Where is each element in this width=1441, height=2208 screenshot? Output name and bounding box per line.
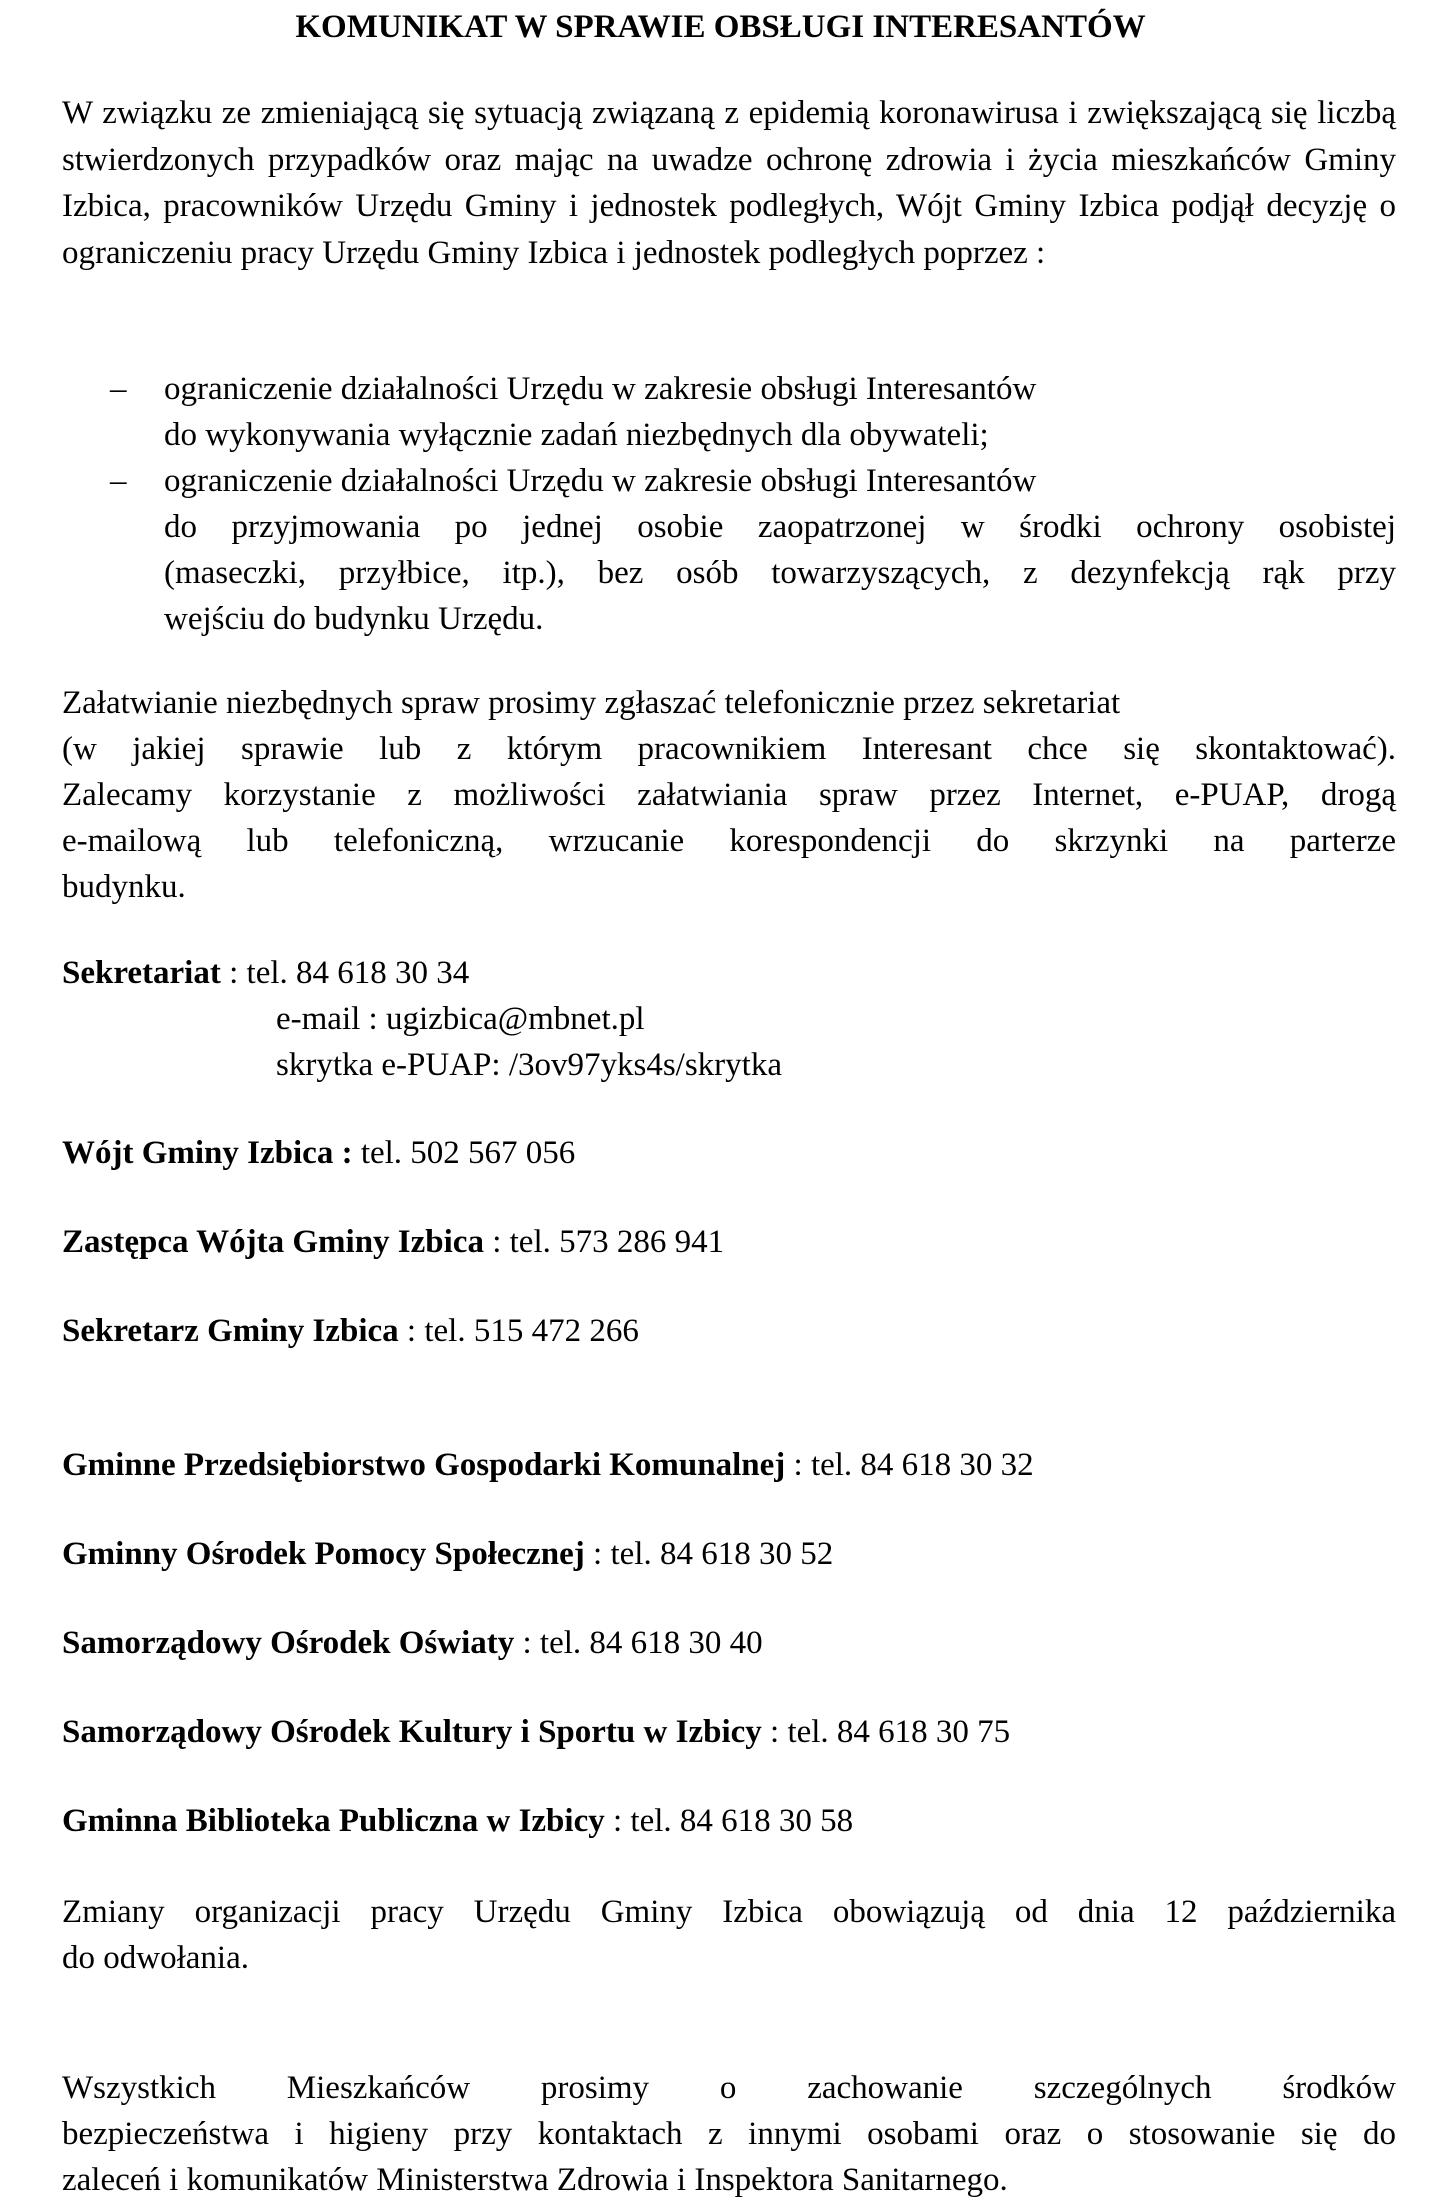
list-dash-2: –: [110, 463, 127, 499]
intro-paragraph: W związku ze zmieniającą się sytuacją związaną z epidemią koronawirusa i zwiększającą się liczbą stwierdzonych przypadków oraz mając na uwadze ochronę zdrowia i życia mieszkańców Gminy Izbica, pracowników Urzędu Gminy i jednostek podległych, Wójt Gminy Izbica podjął decyzję o ograniczeniu pracy Urzędu Gminy Izbica i jednostek podległych poprzez :: [62, 95, 1396, 271]
matters-line-3: Zalecamy korzystanie z możliwości załatwiania spraw przez Internet, e-PUAP, drogą: [62, 777, 1396, 813]
contact-gpgk: [62, 1442, 1034, 1488]
matters-line-4: e-mailową lub telefoniczną, wrzucanie korespondencji do skrzynki na parterze: [62, 823, 1396, 859]
contact-secretariat-phone: : tel. 84 618 30 34: [220, 955, 470, 991]
contact-secretariat-epuap: skrytka e-PUAP: /3ov97yks4s/skrytka: [276, 1047, 782, 1083]
contact-gbp-phone: : tel. 84 618 30 58: [604, 1803, 854, 1839]
changes-line-2: do odwołania.: [62, 1940, 249, 1976]
contact-gpgk-phone: : tel. 84 618 30 32: [785, 1447, 1034, 1483]
contact-zastepca-label: Zastępca Wójta Gminy Izbica: [62, 1224, 484, 1260]
contact-secretariat-label: Sekretariat: [62, 955, 221, 991]
list-item-2-line-3: (maseczki, przyłbice, itp.), bez osób towarzyszących, z dezynfekcją rąk przy: [164, 555, 1396, 591]
list-item-1-line-2: do wykonywania wyłącznie zadań niezbędnych dla obywateli;: [164, 417, 989, 453]
contact-zastepca-phone: : tel. 573 286 941: [483, 1224, 725, 1260]
list-item-2-line-2: do przyjmowania po jednej osobie zaopatrzonej w środki ochrony osobistej: [164, 509, 1396, 545]
list-item-2-line-4: wejściu do budynku Urzędu.: [164, 601, 544, 637]
contact-sekretarz-label: Sekretarz Gminy Izbica: [62, 1313, 399, 1349]
contact-soo-phone: : tel. 84 618 30 40: [514, 1625, 763, 1661]
contact-gops-label: Gminny Ośrodek Pomocy Społecznej: [62, 1536, 585, 1572]
closing-line-3: zaleceń i komunikatów Ministerstwa Zdrowia i Inspektora Sanitarnego.: [62, 2162, 1008, 2198]
contact-soo-label: Samorządowy Ośrodek Oświaty: [62, 1625, 515, 1661]
contact-sekretarz-phone: : tel. 515 472 266: [398, 1313, 639, 1349]
matters-line-2: (w jakiej sprawie lub z którym pracownikiem Interesant chce się skontaktować).: [62, 731, 1396, 767]
list-item-1-line-1: ograniczenie działalności Urzędu w zakresie obsługi Interesantów: [164, 371, 1037, 407]
closing-line-2: bezpieczeństwa i higieny przy kontaktach z innymi osobami oraz o stosowanie się do: [62, 2116, 1396, 2152]
contact-sekretarz: [62, 1308, 639, 1354]
contact-soks-label: Samorządowy Ośrodek Kultury i Sportu w Izbicy: [62, 1714, 762, 1750]
contact-secretariat: [62, 950, 469, 996]
contact-soo: [62, 1620, 763, 1666]
contact-soks-phone: : tel. 84 618 30 75: [761, 1714, 1011, 1750]
contact-wojt-phone: tel. 502 567 056: [352, 1135, 576, 1171]
contact-gpgk-label: Gminne Przedsiębiorstwo Gospodarki Komunalnej: [62, 1447, 786, 1483]
contact-wojt: [62, 1130, 575, 1176]
matters-line-1: Załatwianie niezbędnych spraw prosimy zgłaszać telefonicznie przez sekretariat: [62, 685, 1121, 721]
list-dash-1: –: [110, 371, 127, 407]
contact-gops-phone: : tel. 84 618 30 52: [584, 1536, 834, 1572]
matters-line-5: budynku.: [62, 869, 186, 905]
contact-gbp-label: Gminna Biblioteka Publiczna w Izbicy: [62, 1803, 605, 1839]
contact-wojt-label: Wójt Gminy Izbica :: [62, 1135, 353, 1171]
page-title: KOMUNIKAT W SPRAWIE OBSŁUGI INTERESANTÓW: [295, 9, 1146, 45]
closing-line-1: Wszystkich Mieszkańców prosimy o zachowanie szczególnych środków: [62, 2070, 1396, 2106]
list-item-2-line-1: ograniczenie działalności Urzędu w zakresie obsługi Interesantów: [164, 463, 1037, 499]
contact-gbp: [62, 1798, 853, 1844]
contact-zastepca: [62, 1219, 724, 1265]
changes-line-1: Zmiany organizacji pracy Urzędu Gminy Izbica obowiązują od dnia 12 października: [62, 1894, 1396, 1930]
contact-gops: [62, 1531, 833, 1577]
contact-secretariat-email: e-mail : ugizbica@mbnet.pl: [276, 1001, 645, 1037]
contact-soks: [62, 1709, 1010, 1755]
